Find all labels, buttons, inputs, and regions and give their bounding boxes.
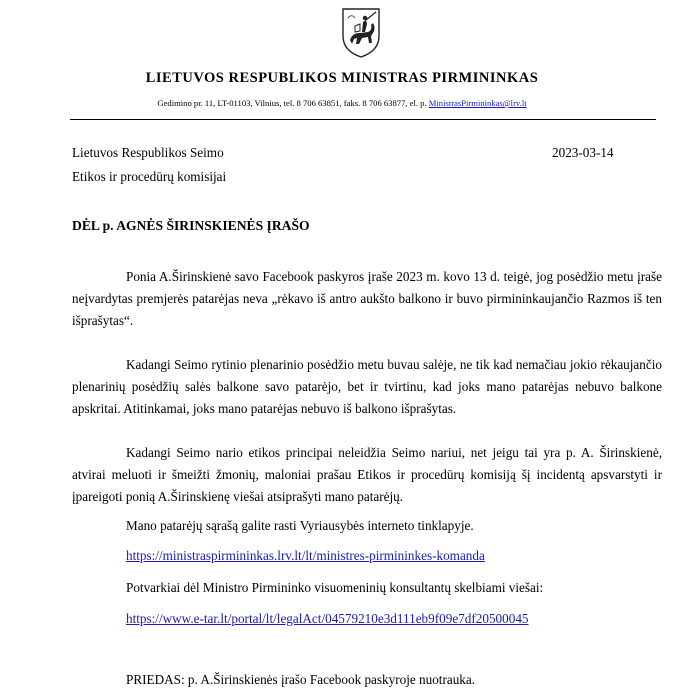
coat-of-arms-icon: [338, 6, 384, 58]
contact-email-link[interactable]: MinistrasPirmininkas@lrv.lt: [428, 98, 527, 108]
consultants-link[interactable]: https://www.e-tar.lt/portal/lt/legalAct/04579210e3d111eb9f09e7df20500045: [126, 611, 529, 626]
annex-note: PRIEDAS: p. A.Širinskienės įrašo Facebook paskyroje nuotrauka.: [126, 672, 476, 687]
letter-date: 2023-03-14: [552, 145, 614, 160]
organization-title: LIETUVOS RESPUBLIKOS MINISTRAS PIRMININKAS: [145, 70, 539, 86]
paragraph-3: Kadangi Seimo nario etikos principai neleidžia Seimo nariui, net jeigu tai yra p. A. Širinskienė, atvirai meluoti ir šmeižti žmonių, maloniai prašau Etikos ir procedūrų komisiją šį incidentą apsvarstyti ir įpareigoti ponią A.Širinskienę viešai atsiprašyti mano patarėjų.: [72, 445, 662, 504]
header-divider: [70, 119, 656, 120]
addressee-line-1: Lietuvos Respublikos Seimo: [72, 145, 224, 160]
advisers-text: Mano patarėjų sąrašą galite rasti Vyriausybės interneto tinklapyje.: [126, 518, 474, 533]
consultants-text: Potvarkiai dėl Ministro Pirmininko visuomeninių konsultantų skelbiami viešai:: [126, 580, 544, 595]
contact-details: Gedimino pr. 11, LT-01103, Vilnius, tel. 8 706 63851, faks. 8 706 63877, el. p.: [157, 98, 429, 108]
paragraph-1: Ponia A.Širinskienė savo Facebook paskyros įraše 2023 m. kovo 13 d. teigė, jog posėdžio metu įraše neįvardytas premjerės patarėjas neva „rėkavo iš antro aukšto balkono ir buvo pirmininkaujančio Razmos iš ten išprašytas“.: [72, 269, 662, 328]
addressee-line-2: Etikos ir procedūrų komisijai: [72, 169, 227, 184]
contact-line: [0, 98, 684, 108]
subject-heading: DĖL p. AGNĖS ŠIRINSKIENĖS ĮRAŠO: [72, 218, 310, 233]
paragraph-2: Kadangi Seimo rytinio plenarinio posėdžio metu buvau salėje, ne tik kad nemačiau jokio rėkaujančio plenarinių posėdžių salės balkone savo patarėjo, bet ir tvirtinu, kad joks mano patarėjas nebuvo balkone apskritai. Atitinkamai, joks mano patarėjas nebuvo iš balkono išprašytas.: [72, 357, 662, 416]
advisers-link[interactable]: https://ministraspirmininkas.lrv.lt/lt/ministres-pirmininkes-komanda: [126, 548, 485, 563]
